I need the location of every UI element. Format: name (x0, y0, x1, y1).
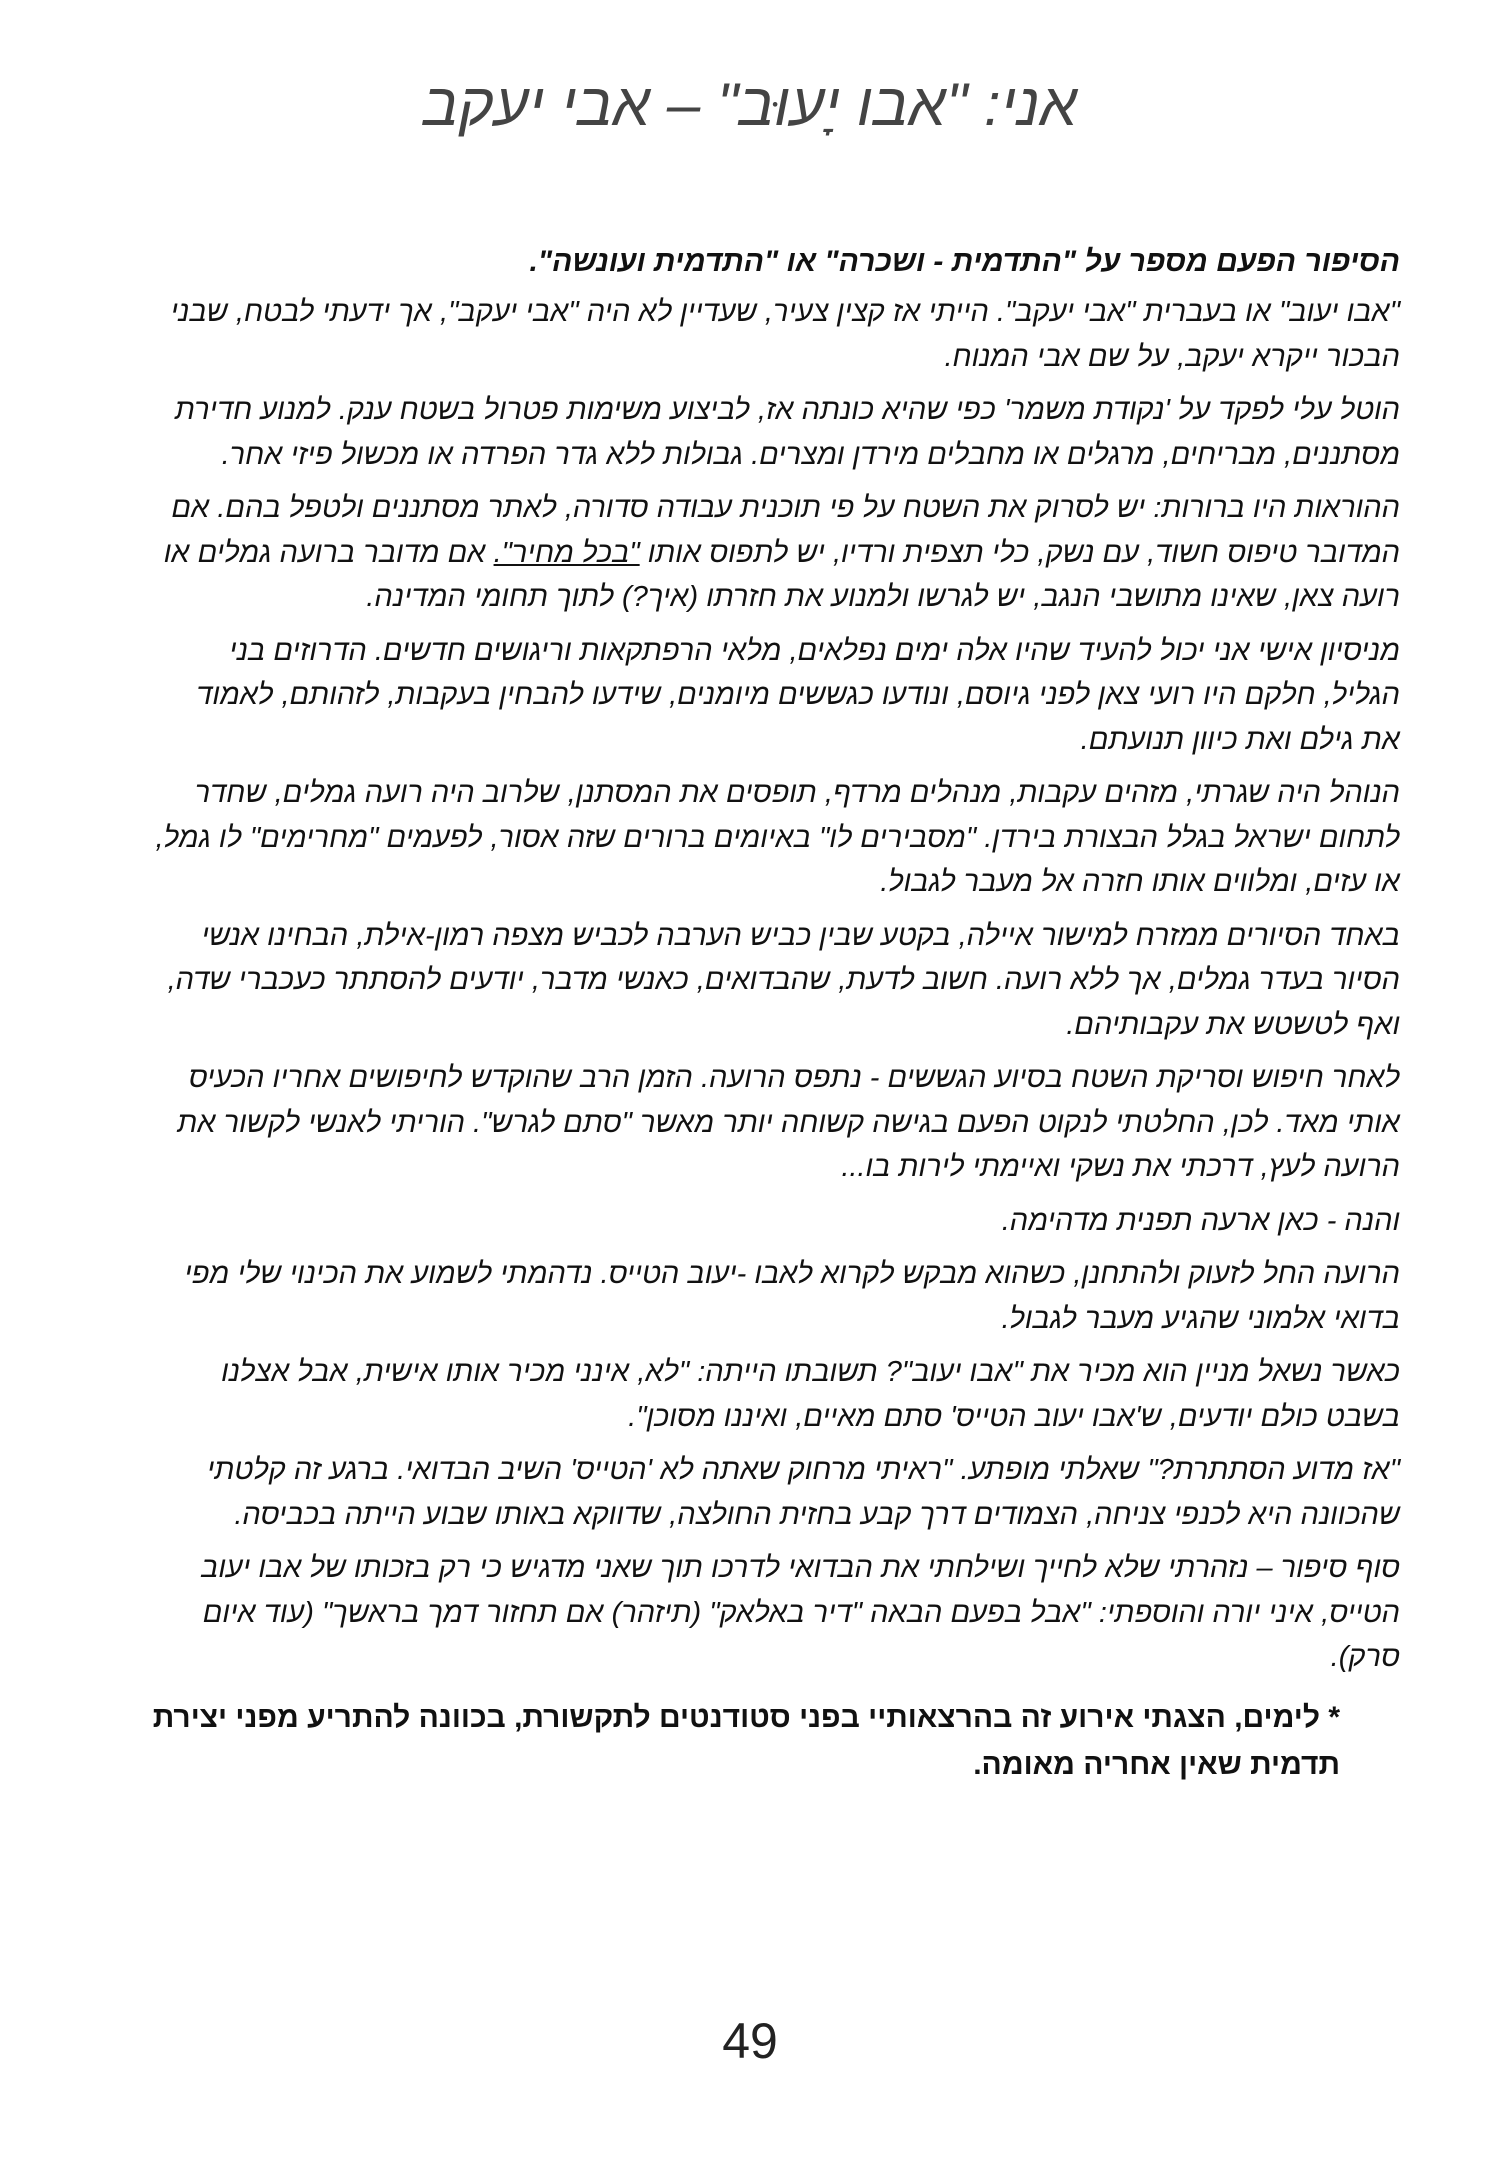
page-title: אני: "אבו יָעוּב" – אבי יעקב (422, 71, 1078, 138)
paragraph-3-underlined-phrase: "בכל מחיר". (493, 536, 640, 569)
paragraph-6: באחד הסיורים ממזרח למישור איילה, בקטע שבין כביש הערבה לכביש מצפה רמון-אילת, הבחינו אנשי הסיור בעדר גמלים, אך ללא רועה. חשוב לדעת, שהבדואים, כאנשי מדבר, יודעים להסתתר כעכברי שדה, ואף לטשטש את עקבותיהם. (167, 919, 1400, 1041)
paragraph-3-text-end: אם מדובר ברועה גמלים או רועה צאן, שאינו מתושבי הנגב, יש לגרשו ולמנוע את חזרתו (איך?) לתוך תחומי המדינה. (163, 536, 1400, 613)
paragraph-8: והנה - כאן ארעה תפנית מדהימה. (1001, 1204, 1400, 1237)
paragraph-7: לאחר חיפוש וסריקת השטח בסיוע הגששים - נתפס הרועה. הזמן הרב שהוקדש לחיפושים אחריו הכעיס אותי מאד. לכן, החלטתי לנקוט הפעם בגישה קשוחה יותר מאשר "סתם לגרש". הוריתי לאנשי לקשור את הרועה לעץ, דרכתי את נשקי ואיימתי לירות בו... (177, 1062, 1400, 1183)
paragraph-11: "אז מדוע הסתתרת?" שאלתי מופתע. "ראיתי מרחוק שאתה לא 'הטייס' השיב הבדואי. ברגע זה קלטתי שהכוונה היא לכנפי צניחה, הצמודים דרך קבע בחזית החולצה, שדווקא באותו שבוע הייתה בכביסה. (206, 1454, 1400, 1531)
footnote: * לימים, הצגתי אירוע זה בהרצאותיי בפני סטודנטים לתקשורת, בכוונה להתריע מפני יצירת תדמית שאין אחריה מאומה. (152, 1700, 1340, 1781)
paragraph-10: כאשר נשאל מניין הוא מכיר את "אבו יעוב"? תשובתו הייתה: "לא, אינני מכיר אותו אישית, אבל אצלנו בשבט כולם יודעים, ש'אבו יעוב הטייס' סתם מאיים, ואיננו מסוכן". (221, 1356, 1400, 1433)
paragraph-3 (150, 486, 1400, 620)
paragraph-4: מניסיון אישי אני יכול להעיד שהיו אלה ימים נפלאים, מלאי הרפתקאות וריגושים חדשים. הדרוזים בני הגליל, חלקם היו רועי צאן לפני גיוסם, ונודעו כגששים מיומנים, שידעו להבחין בעקבות, לזהותם, לאמוד את גילם ואת כיוון תנועתם. (196, 634, 1400, 756)
page-number: 49 (722, 2013, 778, 2069)
paragraph-3-text-start: ההוראות היו ברורות: יש לסרוק את השטח על פי תוכנית עבודה סדורה, לאתר מסתננים ולטפל בהם. אם המדובר טיפוס חשוד, עם נשק, כלי תצפית ורדיו, יש לתפוס אותו (171, 492, 1400, 569)
paragraph-2: הוטל עלי לפקד על 'נקודת משמר' כפי שהיא כונתה אז, לביצוע משימות פטרול בשטח ענק. למנוע חדירת מסתננים, מבריחים, מרגלים או מחבלים מירדן ומצרים. גבולות ללא גדר הפרדה או מכשול פיזי אחר. (174, 394, 1400, 471)
paragraph-5: הנוהל היה שגרתי, מזהים עקבות, מנהלים מרדף, תופסים את המסתנן, שלרוב היה רועה גמלים, שחדר לתחום ישראל בגלל הבצורת בירדן. "מסבירים לו" באיומים ברורים שזה אסור, לפעמים "מחרימים" לו גמל, או עזים, ומלווים אותו חזרה אל מעבר לגבול. (155, 777, 1400, 898)
story-heading: הסיפור הפעם מספר על "התדמית - ושכרה" או "התדמית ועונשה". (529, 245, 1400, 278)
paragraph-9: הרועה החל לזעוק ולהתחנן, כשהוא מבקש לקרוא לאבו -יעוב הטייס. נדהמתי לשמוע את הכינוי שלי מפי בדואי אלמוני שהגיע מעבר לגבול. (184, 1258, 1400, 1335)
paragraph-12: סוף סיפור – נזהרתי שלא לחייך ושילחתי את הבדואי לדרכו תוך שאני מדגיש כי רק בזכותו של אבו יעוב הטייס, איני יורה והוספתי: "אבל בפעם הבאה "דיר באלאק" (תיזהר) אם תחזור דמך בראשך" (עוד איום סרק). (200, 1552, 1400, 1673)
paragraph-1: "אבו יעוב" או בעברית "אבי יעקב". הייתי אז קצין צעיר, שעדיין לא היה "אבי יעקב", אך ידעתי לבטח, שבני הבכור ייקרא יעקב, על שם אבי המנוח. (170, 296, 1400, 373)
document-body (150, 240, 1400, 1788)
